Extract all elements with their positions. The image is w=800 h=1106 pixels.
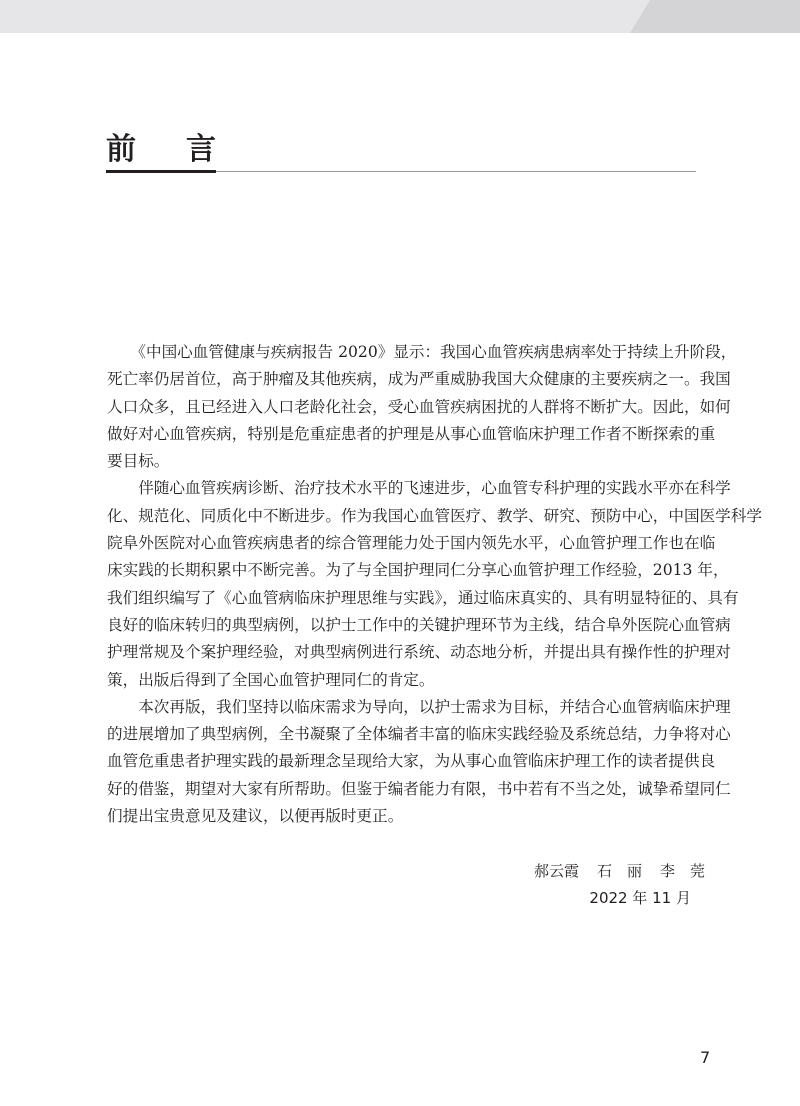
signature-authors bbox=[516, 858, 705, 885]
text-line: 血管危重患者护理实践的最新理念呈现给大家，为从事心血管临床护理工作的读者提供良 bbox=[107, 752, 716, 771]
text-line: 我们组织编写了《心血管病临床护理思维与实践》，通过临床真实的、具有明显特征的、具有 bbox=[107, 588, 739, 607]
text-line: 的进展增加了典型病例，全书凝聚了全体编者丰富的临床实践经验及系统总结，力争将对心 bbox=[107, 725, 731, 744]
text-line: 人口众多，且已经进入人口老龄化社会，受心血管疾病困扰的人群将不断扩大。因此，如何 bbox=[107, 397, 731, 416]
signature-date: 2022 年 11 月 bbox=[589, 889, 691, 907]
text-line: 护理常规及个案护理经验，对典型病例进行系统、动态地分析，并提出具有操作性的护理对 bbox=[107, 643, 731, 662]
text-line: 死亡率仍居首位，高于肿瘤及其他疾病，成为严重威胁我国大众健康的主要疾病之一。我国 bbox=[107, 370, 731, 389]
text-line: 好的借鉴，期望对大家有所帮助。但鉴于编者能力有限，书中若有不当之处，诚挚希望同仁 bbox=[107, 779, 731, 798]
signature bbox=[516, 858, 705, 912]
text-line: 要目标。 bbox=[107, 452, 170, 471]
text-line: 化、规范化、同质化中不断进步。作为我国心血管医疗、教学、研究、预防中心，中国医学科学 bbox=[107, 506, 762, 525]
text-line: 伴随心血管疾病诊断、治疗技术水平的飞速进步，心血管专科护理的实践水平亦在科学 bbox=[107, 479, 731, 498]
paragraph bbox=[107, 475, 762, 693]
paragraph bbox=[107, 694, 731, 830]
paragraph bbox=[107, 339, 737, 475]
title-char: 言 bbox=[186, 132, 216, 167]
page-title bbox=[106, 132, 216, 168]
title-char: 前 bbox=[106, 132, 136, 167]
page-number: 7 bbox=[700, 1048, 711, 1067]
text-line: 《中国心血管健康与疾病报告 2020》显示：我国心血管疾病患病率处于持续上升阶段， bbox=[107, 343, 737, 361]
text-line: 策，出版后得到了全国心血管护理同仁的肯定。 bbox=[107, 670, 435, 689]
author-name: 郝云霞 bbox=[533, 862, 579, 880]
text-line: 本次再版，我们坚持以临床需求为导向，以护士需求为目标，并结合心血管病临床护理 bbox=[107, 697, 731, 716]
text-line: 床实践的长期积累中不断完善。为了与全国护理同仁分享心血管护理工作经验，2013 年， bbox=[107, 561, 729, 580]
text-line: 院阜外医院对心血管疾病患者的综合管理能力处于国内领先水平，心血管护理工作也在临 bbox=[107, 534, 716, 553]
author-name: 石 丽 bbox=[596, 862, 642, 880]
preface-body bbox=[107, 339, 762, 830]
text-line: 们提出宝贵意见及建议，以便再版时更正。 bbox=[107, 807, 404, 826]
text-line: 做好对心血管疾病，特别是危重症患者的护理是从事心血管临床护理工作者不断探索的重 bbox=[107, 424, 716, 443]
text-line: 良好的临床转归的典型病例，以护士工作中的关键护理环节为主线，结合阜外医院心血管病 bbox=[107, 615, 731, 634]
author-name: 李 莞 bbox=[659, 862, 705, 880]
title-rule-accent bbox=[106, 170, 216, 173]
